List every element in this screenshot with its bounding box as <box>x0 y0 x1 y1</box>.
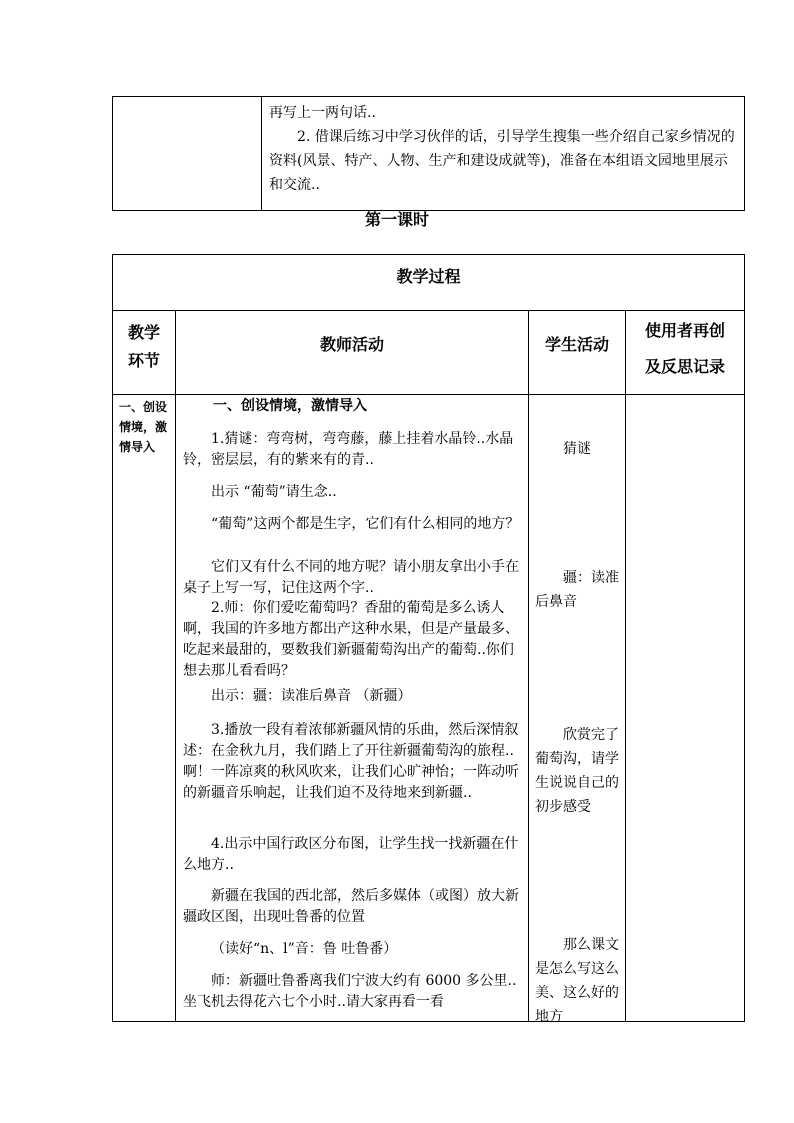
student-s4: 那么课文是怎么写这么美、这么好的地方 <box>535 937 619 1025</box>
header-section-line2: 环节 <box>127 351 160 370</box>
teacher-p4: 它们又有什么不同的地方呢？请小朋友拿出小手在桌子上写一写，记住这两个字.. <box>183 559 519 596</box>
top-table-line2: 2. 借课后练习中学习伙伴的话，引导学生搜集一些介绍自己家乡情况的资料(风景、特产、人物、生产和建设成就等)，准备在本组语文园地里展示和交流.. <box>269 129 735 193</box>
table-col-divider-2 <box>528 310 529 1021</box>
teacher-p7: 3.播放一段有着浓郁新疆风情的乐曲，然后深情叙述：在金秋九月，我们踏上了开往新疆葡萄沟的旅程..啊！一阵凉爽的秋风吹来，让我们心旷神怡；一阵动听的新疆音乐响起，让我们迫不及待地来到新疆.. <box>183 722 519 801</box>
teacher-heading: 一、创设情境，激情导入 <box>213 398 367 414</box>
header-reflect-line2: 及反思记录 <box>644 357 725 376</box>
top-table <box>112 96 745 211</box>
teacher-p8: 4.出示中国行政区分布图，让学生找一找新疆在什么地方.. <box>183 836 519 873</box>
teacher-p6: 出示：疆：读准后鼻音 （新疆） <box>211 688 412 704</box>
top-table-content-cell <box>269 101 739 197</box>
table-rule-title <box>113 310 744 311</box>
section-name: 一、创设情境，激情导入 <box>119 400 168 454</box>
teacher-p2: 出示 “葡萄”请生念.. <box>211 484 337 500</box>
header-reflect-line1: 使用者再创 <box>644 321 725 340</box>
student-s3: 欣赏完了葡萄沟，请学生说说自己的初步感受 <box>535 727 619 815</box>
teacher-p9: 新疆在我国的西北部，然后多媒体（或图）放大新疆政区图，出现吐鲁番的位置 <box>183 888 519 925</box>
header-section <box>113 319 175 375</box>
teacher-p5: 2.师：你们爱吃葡萄吗？香甜的葡萄是多么诱人啊，我国的许多地方都出产这种水果，但是产量最多、吃起来最甜的，要数我们新疆葡萄沟出产的葡萄..你们想去那儿看看吗？ <box>183 600 519 679</box>
teaching-process-table <box>112 254 745 1025</box>
top-table-line1: 再写上一两句话.. <box>269 105 376 121</box>
table-col-divider-1 <box>175 310 176 1021</box>
header-reflect <box>626 313 744 385</box>
student-s2: 疆：读准后鼻音 <box>535 570 619 610</box>
teacher-p1: 1.猜谜：弯弯树，弯弯藤，藤上挂着水晶铃..水晶铃，密层层，有的紫来有的青.. <box>183 431 514 468</box>
header-teacher: 教师活动 <box>319 335 384 354</box>
lesson-title: 第一课时 <box>364 210 429 229</box>
teacher-p11: 师：新疆吐鲁番离我们宁波大约有 6000 多公里..坐飞机去得花六七个小时..请大家再看一看 <box>183 973 517 1010</box>
teacher-p3: “葡萄”这两个都是生字，它们有什么相同的地方？ <box>211 516 520 532</box>
table-rule-header <box>113 394 744 395</box>
student-s1: 猜谜 <box>563 441 591 457</box>
top-table-divider <box>261 97 262 210</box>
table-title: 教学过程 <box>396 267 461 286</box>
table-col-divider-3 <box>625 310 626 1021</box>
header-section-line1: 教学 <box>127 323 160 342</box>
teacher-p10: （读好“n、l”音：鲁 吐鲁番） <box>211 941 398 957</box>
header-student: 学生活动 <box>544 335 609 354</box>
